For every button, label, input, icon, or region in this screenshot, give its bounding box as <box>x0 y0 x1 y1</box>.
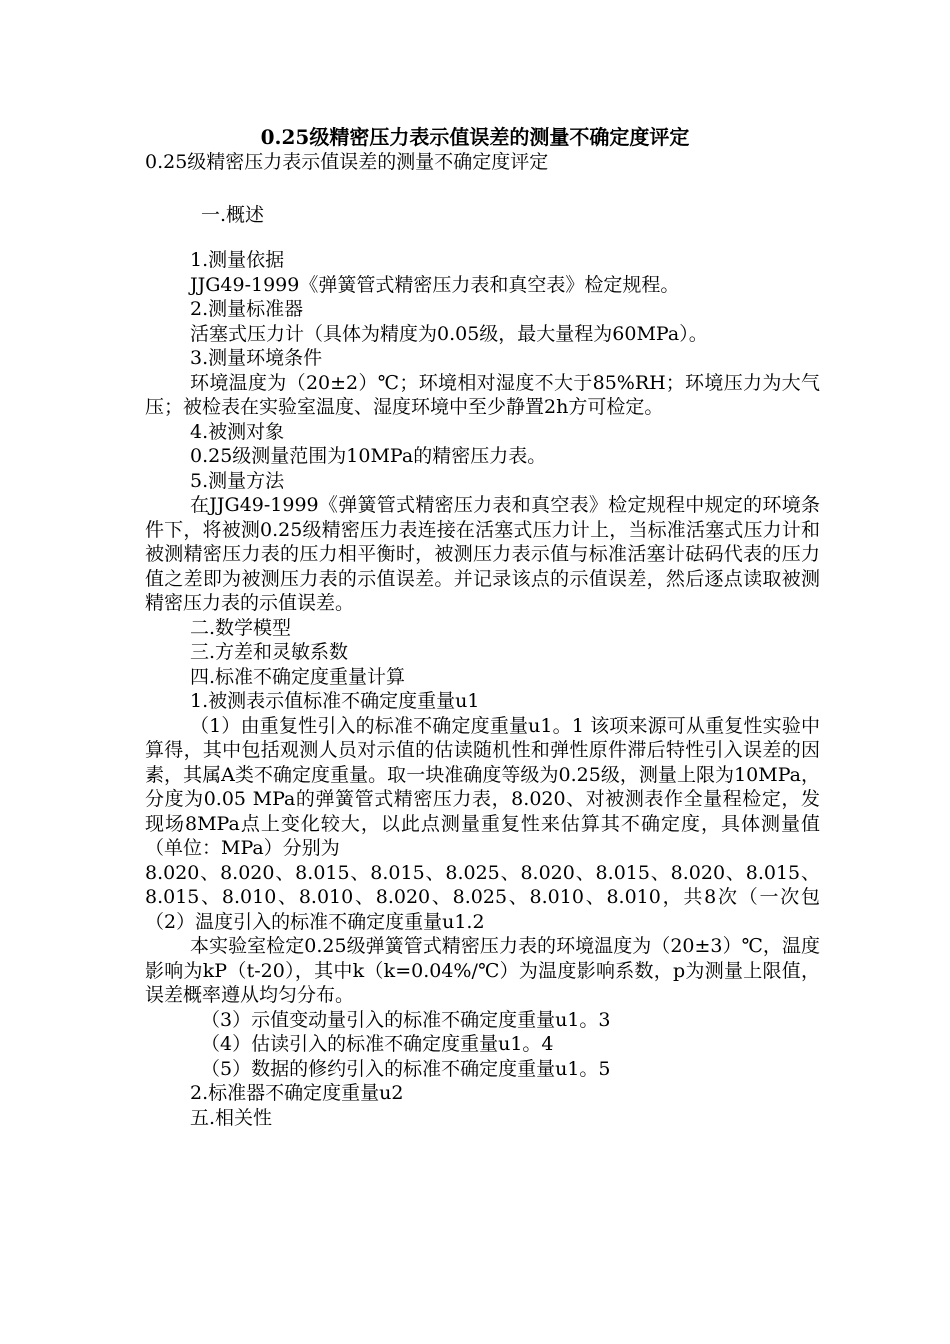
paragraph-method: 在JJG49-1999《弹簧管式精密压力表和真空表》检定规程中规定的环境条件下，将被测0.25级精密压力表连接在活塞式压力计上，当标准活塞式压力计和被测精密压力表的压力相平衡时，被测压力表示值与标准活塞计砝码代表的压力值之差即为被测压力表的示值误差。并记录该点的示值误差，然后逐点读取被测精密压力表的示值误差。 <box>145 494 820 614</box>
document-title: 0.25级精密压力表示值误差的测量不确定度评定 <box>260 125 690 149</box>
document-body <box>145 150 820 1130</box>
document-subtitle: 0.25级精密压力表示值误差的测量不确定度评定 <box>145 151 549 173</box>
paragraph-u1-4: （4）估读引入的标准不确定度重量u1。4 <box>201 1033 554 1055</box>
paragraph-u1-1: （1）由重复性引入的标准不确定度重量u1。1 该项来源可从重复性实验中算得，其中包括观测人员对示值的估读随机性和弹性原件滞后特性引入误差的因素，其属A类不确定度重量。取一块准确度等级为0.25级，测量上限为10MPa，分度为0.05 MPa的弹簧管式精密压力表，8.020、对被测表作全量程检定，发现场8MPa点上变化较大，以此点测量重复性来估算其不确定度，具体测量值（单位：MPa）分别为 <box>145 714 820 859</box>
paragraph-u1-3: （3）示值变动量引入的标准不确定度重量u1。3 <box>201 1008 611 1031</box>
paragraph-standard: 活塞式压力计（具体为精度为0.05级，最大量程为60MPa）。 <box>190 322 708 345</box>
paragraph-object: 0.25级测量范围为10MPa的精密压力表。 <box>190 445 547 467</box>
section-heading-model: 二.数学模型 <box>190 616 292 639</box>
section-heading-correlation: 五.相关性 <box>190 1106 273 1129</box>
paragraph-u1-5: （5）数据的修约引入的标准不确定度重量u1。5 <box>201 1057 611 1080</box>
subsection-heading-method: 5.测量方法 <box>190 469 285 492</box>
subsection-heading-basis: 1.测量依据 <box>190 249 285 271</box>
paragraph-basis: JJG49-1999《弹簧管式精密压力表和真空表》检定规程。 <box>190 273 680 296</box>
paragraph-environment: 环境温度为（20±2）℃；环境相对湿度不大于85%RH；环境压力为大气压；被检表在实验室温度、湿度环境中至少静置2h方可检定。 <box>145 371 820 418</box>
section-heading-variance: 三.方差和灵敏系数 <box>190 641 349 663</box>
spacer <box>145 227 820 248</box>
spacer <box>145 175 820 203</box>
subsection-heading-object: 4.被测对象 <box>190 420 285 443</box>
subsection-heading-standard: 2.测量标准器 <box>190 298 304 320</box>
subsection-heading-u2: 2.标准器不确定度重量u2 <box>190 1082 404 1104</box>
subsection-heading-environment: 3.测量环境条件 <box>190 347 323 369</box>
paragraph-measurement-values: 8.020、8.020、8.015、8.015、8.025、8.020、8.015、8.020、8.015、8.015、8.010、8.010、8.020、8.025、8.010、8.010，共8次（一次包（2）温度引入的标准不确定度重量u1.2 <box>145 861 820 933</box>
section-heading-overview: 一.概述 <box>201 203 265 226</box>
paragraph-temperature: 本实验室检定0.25级弹簧管式精密压力表的环境温度为（20±3）℃，温度影响为kP（t-20），其中k（k=0.04%/℃）为温度影响系数，p为测量上限值，误差概率遵从均匀分布。 <box>145 935 820 1006</box>
subsection-heading-u1: 1.被测表示值标准不确定度重量u1 <box>190 690 480 712</box>
section-heading-uncertainty: 四.标准不确定度重量计算 <box>190 665 406 688</box>
